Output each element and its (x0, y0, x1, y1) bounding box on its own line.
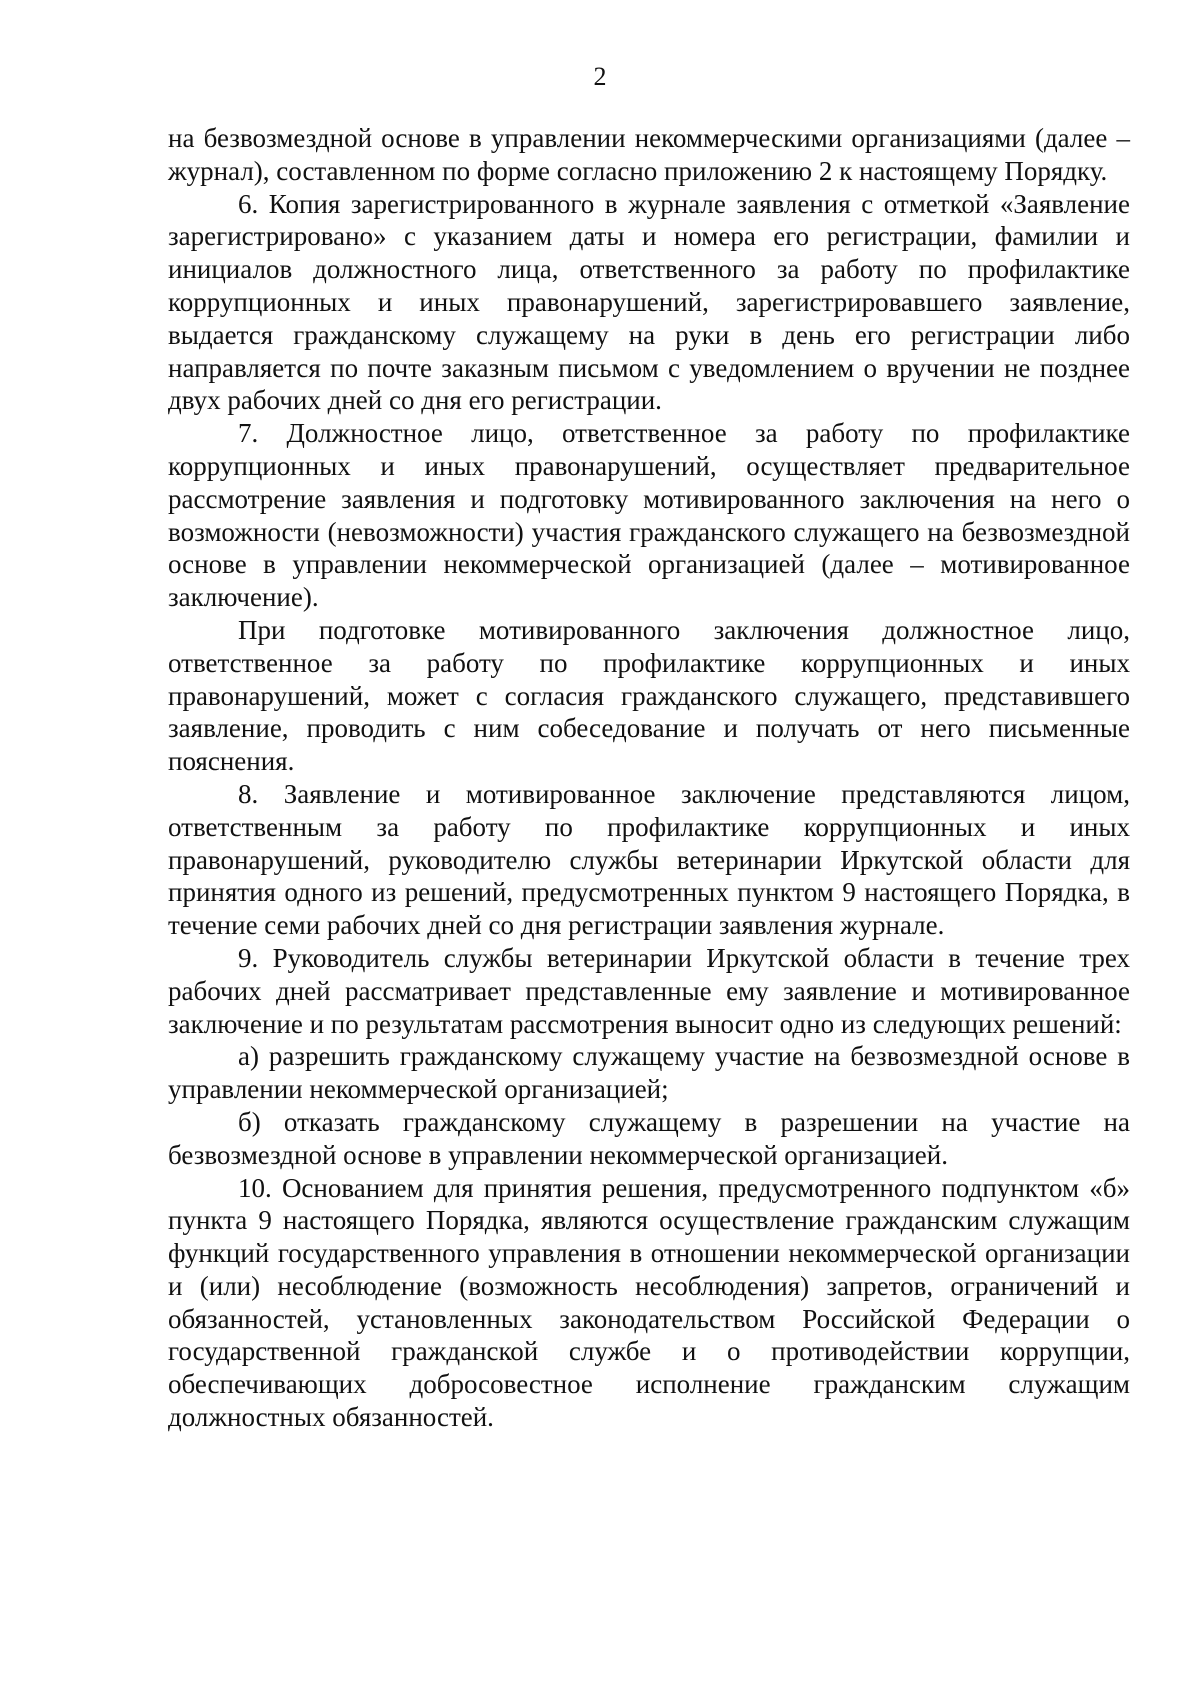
paragraph-continuation: на безвозмездной основе в управлении некоммерческими организациями (далее – журнал), составленном по форме согласно приложению 2 к настоящему Порядку. (168, 123, 1130, 186)
paragraph-item-10: 10. Основанием для принятия решения, предусмотренного подпунктом «б» пункта 9 настоящего Порядка, являются осуществление гражданским служащим функций государственного управления в отношении некоммерческой организации и (или) несоблюдение (возможность несоблюдения) запретов, ограничений и обязанностей, установленных законодательством Российской Федерации о государственной гражданской службе и о противодействии коррупции, обеспечивающих добросовестное исполнение гражданским служащим должностных обязанностей. (168, 1172, 1130, 1433)
paragraph-item-8: 8. Заявление и мотивированное заключение представляются лицом, ответственным за работу по профилактике коррупционных и иных правонарушений, руководителю службы ветеринарии Иркутской области для принятия одного из решений, предусмотренных пунктом 9 настоящего Порядка, в течение семи рабочих дней со дня регистрации заявления журнале. (168, 778, 1130, 941)
paragraph-item-6: 6. Копия зарегистрированного в журнале заявления с отметкой «Заявление зарегистрировано» с указанием даты и номера его регистрации, фамилии и инициалов должностного лица, ответственного за работу по профилактике коррупционных и иных правонарушений, зарегистрировавшего заявление, выдается гражданскому служащему на руки в день его регистрации либо направляется по почте заказным письмом с уведомлением о вручении не позднее двух рабочих дней со дня его регистрации. (168, 188, 1130, 416)
paragraph-item-7-interview: При подготовке мотивированного заключения должностное лицо, ответственное за работу по профилактике коррупционных и иных правонарушений, может с согласия гражданского служащего, представившего заявление, проводить с ним собеседование и получать от него письменные пояснения. (168, 614, 1130, 777)
paragraph-item-9: 9. Руководитель службы ветеринарии Иркутской области в течение трех рабочих дней рассматривает представленные ему заявление и мотивированное заключение и по результатам рассмотрения выносит одно из следующих решений: (168, 942, 1130, 1039)
page-number: 2 (593, 62, 607, 91)
paragraph-item-7: 7. Должностное лицо, ответственное за работу по профилактике коррупционных и иных правонарушений, осуществляет предварительное рассмотрение заявления и подготовку мотивированного заключения на него о возможности (невозможности) участия гражданского служащего на безвозмездной основе в управлении некоммерческой организацией (далее – мотивированное заключение). (168, 418, 1130, 613)
document-body (168, 122, 1130, 1434)
paragraph-item-9a: а) разрешить гражданскому служащему участие на безвозмездной основе в управлении некоммерческой организацией; (168, 1041, 1130, 1105)
paragraph-item-9b: б) отказать гражданскому служащему в разрешении на участие на безвозмездной основе в управлении некоммерческой организацией. (168, 1106, 1130, 1170)
